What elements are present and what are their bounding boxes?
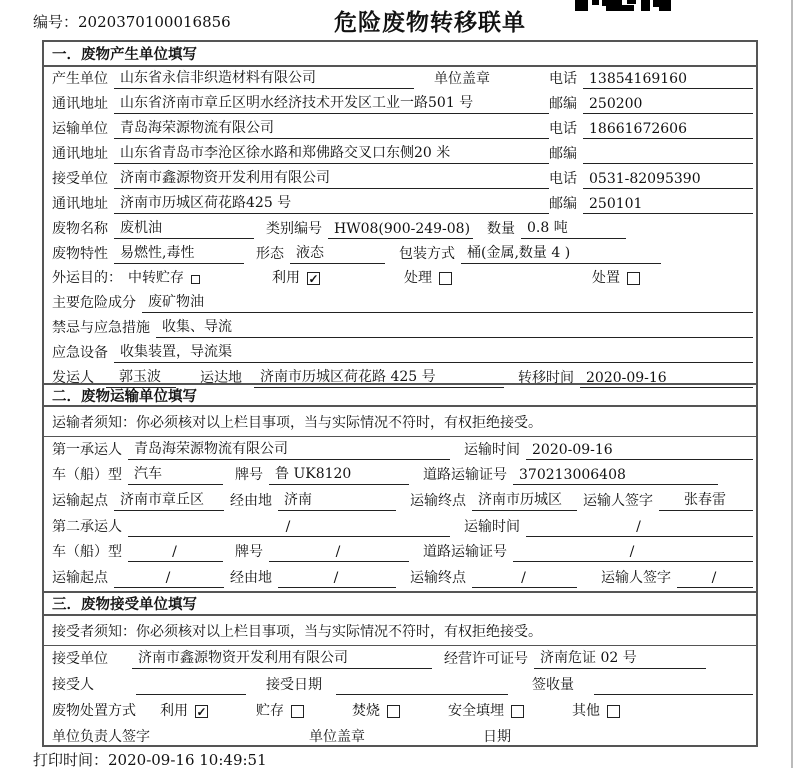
packing-value: 桶(金属,数量 4 ) (461, 242, 661, 264)
producer-address-row (44, 92, 756, 117)
road-license-label: 道路运输证号 (423, 467, 507, 484)
checkbox-transfer-label: 中转贮存 (128, 270, 184, 286)
disposal-landfill-checkbox (511, 705, 524, 718)
print-time (33, 749, 267, 768)
date-value (525, 729, 720, 747)
category-code: HW08(900-249-08) (328, 221, 473, 239)
carrier2-value: / (128, 519, 450, 537)
plate-label: 牌号 (235, 544, 263, 561)
taboo-row (44, 316, 756, 341)
qr-code-fragment (575, 0, 671, 11)
via-label: 经由地 (230, 493, 272, 510)
permit-label: 经营许可证号 (444, 651, 528, 667)
receiver-notice: 接受者须知：你必须核对以上栏目事项，当与实际情况不符时，有权拒绝接受。 (44, 616, 756, 646)
acceptor-label: 接受人 (52, 677, 94, 693)
permit-value: 济南危证 02 号 (534, 647, 706, 669)
via2-value: / (278, 570, 396, 588)
phone-label: 电话 (549, 171, 577, 187)
disposal-store-checkbox (291, 705, 304, 718)
receiver-value: 济南市鑫源物资开发利用有限公司 (114, 167, 549, 189)
carrier-sign-value: 张春雷 (659, 489, 753, 511)
waste-name: 废机油 (114, 217, 254, 239)
start-label: 运输起点 (52, 493, 108, 510)
disposal-use-label: 利用 (160, 703, 188, 719)
packing-label: 包装方式 (399, 246, 455, 262)
unit-seal-label: 单位盖章 (309, 729, 365, 745)
receiver-label: 接受单位 (52, 171, 108, 187)
checkbox-transfer (191, 275, 200, 284)
producer-phone: 13854169160 (583, 71, 753, 89)
vehicle-type-value: 汽车 (128, 463, 223, 485)
section-1-header: 一．废物产生单位填写 (44, 42, 756, 67)
checkbox-use (307, 272, 320, 285)
transporter-address-row (44, 142, 756, 167)
carrier1-row (44, 437, 756, 463)
address-label: 通讯地址 (52, 146, 108, 162)
date-label: 日期 (483, 729, 511, 745)
accept-unit-label: 接受单位 (52, 651, 108, 667)
zip-label: 邮编 (549, 146, 577, 162)
carrier-sign-label: 运输人签字 (583, 493, 653, 510)
via-label: 经由地 (230, 570, 272, 587)
route1-row (44, 488, 756, 514)
transport-time-label: 运输时间 (464, 518, 520, 535)
purpose-row (44, 267, 756, 291)
acceptor-value (136, 677, 246, 695)
accept-unit-value: 济南市鑫源物资开发利用有限公司 (132, 647, 432, 669)
form-label: 形态 (256, 246, 284, 262)
disposal-use-checkbox (195, 705, 208, 718)
road-license2-value: / (513, 544, 753, 562)
transporter-row (44, 117, 756, 142)
category-label: 类别编号 (266, 221, 322, 237)
section-1-rows (44, 67, 756, 386)
disposal-burn-label: 焚烧 (352, 703, 380, 719)
producer-zip: 250200 (583, 96, 753, 114)
checkbox-use-mark: ✓ (308, 271, 319, 286)
receiver-zip: 250101 (583, 196, 753, 214)
print-time-value: 2020-09-16 10:49:51 (108, 751, 267, 768)
hazard-value: 废矿物油 (142, 291, 753, 313)
waste-name-label: 废物名称 (52, 221, 108, 237)
section-2-rows (44, 437, 756, 591)
producer-value: 山东省永信非织造材料有限公司 (114, 67, 414, 89)
transport-time-value: 2020-09-16 (526, 442, 753, 460)
transfer-time-label: 转移时间 (518, 370, 574, 386)
page-title: 危险废物转移联单 (334, 9, 526, 36)
disposal-other-checkbox (607, 705, 620, 718)
plate-value: 鲁 UK8120 (269, 463, 409, 485)
carrier2-label: 第二承运人 (52, 518, 122, 535)
end-label: 运输终点 (410, 570, 466, 587)
receiver-address: 济南市历城区荷花路425 号 (114, 192, 549, 214)
disposal-burn-checkbox (387, 705, 400, 718)
carrier1-value: 青岛海荣源物流有限公司 (128, 438, 450, 460)
chief-sign-row (44, 724, 756, 747)
vehicle-type-label: 车（船）型 (52, 544, 122, 561)
manifest-form (42, 40, 758, 747)
vehicle-type-label: 车（船）型 (52, 467, 122, 484)
quantity-value: 0.8 吨 (521, 217, 626, 239)
transport-time-label: 运输时间 (464, 441, 520, 458)
hazard-row (44, 291, 756, 316)
transfer-time-value: 2020-09-16 (580, 370, 753, 388)
disposal-landfill-label: 安全填埋 (448, 703, 504, 719)
equipment-row (44, 341, 756, 366)
vehicle2-type-value: / (128, 544, 223, 562)
destination-label: 运达地 (200, 370, 242, 386)
receiver-address-row (44, 192, 756, 217)
manifest-number-label: 编号： (33, 13, 79, 31)
quantity-label: 数量 (487, 221, 515, 237)
transporter-phone: 18661672606 (583, 121, 753, 139)
transporter-zip (583, 146, 753, 164)
checkbox-dispose-label: 处置 (592, 270, 620, 286)
end-label: 运输终点 (410, 493, 466, 510)
sign-quantity-value (594, 677, 753, 695)
accept-unit-row (44, 646, 756, 672)
carrier1-label: 第一承运人 (52, 441, 122, 458)
equipment-value: 收集装置，导流渠 (114, 341, 753, 363)
producer-address: 山东省济南市章丘区明水经济技术开发区工业一路501 号 (114, 92, 549, 114)
road-license-label: 道路运输证号 (423, 544, 507, 561)
disposal-row (44, 698, 756, 724)
transporter-notice: 运输者须知：你必须核对以上栏目事项，当与实际情况不符时，有权拒绝接受。 (44, 407, 756, 437)
receiver-phone: 0531-82095390 (583, 171, 753, 189)
accept-date-label: 接受日期 (266, 677, 322, 693)
zip-label: 邮编 (549, 96, 577, 112)
producer-row (44, 67, 756, 92)
vehicle1-row (44, 463, 756, 489)
start2-value: / (114, 570, 224, 588)
section-3-header: 三．废物接受单位填写 (44, 591, 756, 616)
taboo-value: 收集、导流 (156, 316, 753, 338)
plate-label: 牌号 (235, 467, 263, 484)
transporter-address: 山东省青岛市李沧区徐水路和郑佛路交叉口东侧20 米 (114, 142, 549, 164)
carrier2-row (44, 514, 756, 540)
equipment-label: 应急设备 (52, 345, 108, 361)
address-label: 通讯地址 (52, 96, 108, 112)
plate2-value: / (269, 544, 409, 562)
hazard-label: 主要危险成分 (52, 295, 136, 311)
receiver-row (44, 167, 756, 192)
manifest-number (33, 11, 231, 32)
checkbox-treat-label: 处理 (404, 270, 432, 286)
end2-value: / (472, 570, 577, 588)
chief-sign-label: 单位负责人签字 (52, 729, 150, 745)
acceptor-row (44, 672, 756, 698)
section-2-header: 二．废物运输单位填写 (44, 383, 756, 407)
destination-value: 济南市历城区荷花路 425 号 (254, 366, 504, 388)
accept-date-value (336, 677, 508, 695)
carrier-sign2-value: / (677, 570, 753, 588)
vehicle2-row (44, 540, 756, 566)
taboo-label: 禁忌与应急措施 (52, 320, 150, 336)
end-value: 济南市历城区 (472, 489, 577, 511)
checkbox-treat (439, 272, 452, 285)
via-value: 济南 (278, 489, 396, 511)
waste-character-row (44, 242, 756, 267)
disposal-other-label: 其他 (572, 703, 600, 719)
disposal-store-label: 贮存 (256, 703, 284, 719)
disposal-label: 废物处置方式 (52, 703, 136, 719)
sign-quantity-label: 签收量 (532, 677, 574, 693)
carrier2-time-value: / (526, 519, 753, 537)
sender-value: 郭玉波 (106, 366, 176, 388)
start-value: 济南市章丘区 (114, 489, 224, 511)
character-label: 废物特性 (52, 246, 108, 262)
road-license-value: 370213006408 (513, 467, 718, 485)
page-right-edge (791, 0, 793, 768)
start-label: 运输起点 (52, 570, 108, 587)
transporter-label: 运输单位 (52, 121, 108, 137)
route2-row (44, 565, 756, 591)
address-label: 通讯地址 (52, 196, 108, 212)
transporter-value: 青岛海荣源物流有限公司 (114, 117, 549, 139)
manifest-number-value: 2020370100016856 (78, 13, 231, 31)
unit-seal-label: 单位盖章 (434, 71, 490, 87)
print-time-label: 打印时间： (33, 751, 109, 768)
character-value: 易燃性,毒性 (114, 242, 244, 264)
producer-label: 产生单位 (52, 71, 108, 87)
checkbox-use-label: 利用 (272, 270, 300, 286)
phone-label: 电话 (549, 71, 577, 87)
disposal-use-mark: ✓ (196, 704, 207, 719)
checkbox-dispose (627, 272, 640, 285)
waste-name-row (44, 217, 756, 242)
chief-sign-value (190, 729, 295, 747)
form-value: 液态 (290, 242, 385, 264)
phone-label: 电话 (549, 121, 577, 137)
purpose-label: 外运目的： (52, 270, 122, 286)
carrier-sign-label: 运输人签字 (601, 570, 671, 587)
sender-label: 发运人 (52, 370, 94, 386)
section-3-rows (44, 646, 756, 747)
zip-label: 邮编 (549, 196, 577, 212)
